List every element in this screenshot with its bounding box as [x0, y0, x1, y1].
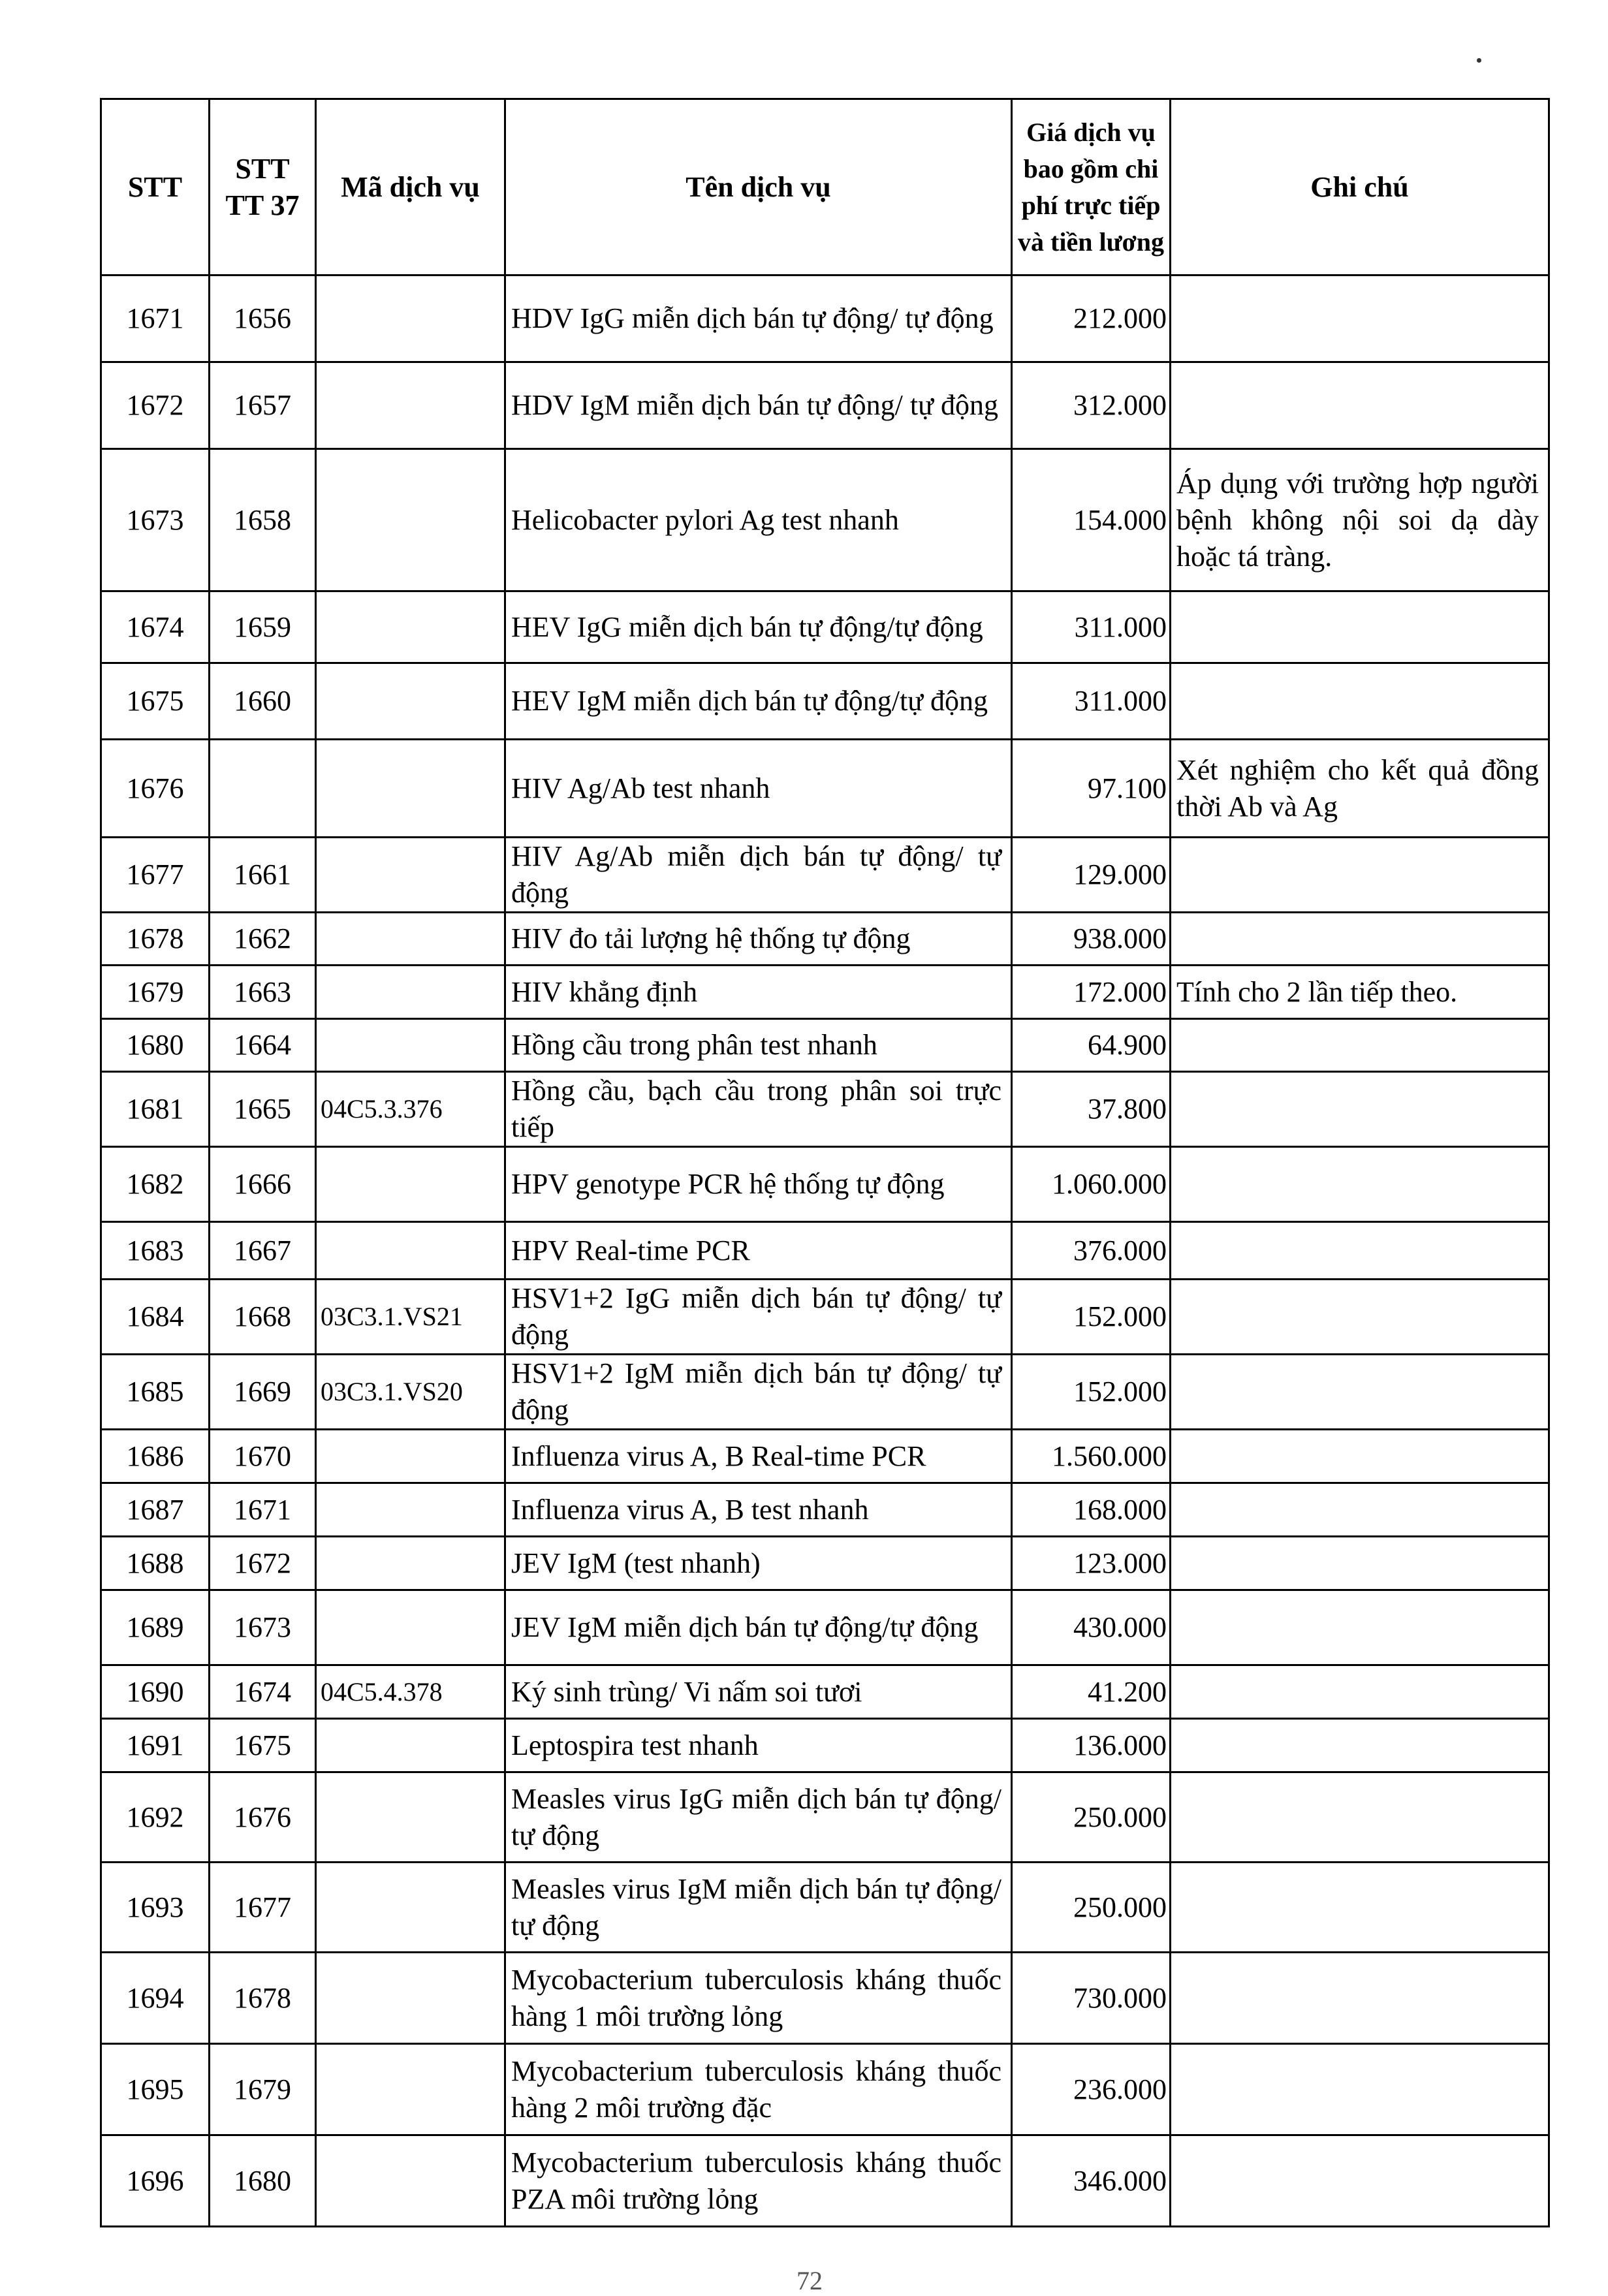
table-row: [101, 275, 1549, 362]
cell-name: HPV genotype PCR hệ thống tự động: [505, 1147, 1012, 1222]
cell-stt-tt37: [210, 740, 316, 838]
cell-stt-tt37: 1676: [210, 1772, 316, 1863]
table-row: [101, 1719, 1549, 1772]
cell-stt: 1691: [101, 1719, 210, 1772]
cell-note: [1171, 1772, 1549, 1863]
cell-note: [1171, 1665, 1549, 1719]
cell-stt-tt37: 1668: [210, 1280, 316, 1355]
table-row: [101, 1665, 1549, 1719]
cell-stt-tt37: 1657: [210, 362, 316, 449]
cell-stt: 1687: [101, 1483, 210, 1537]
table-row: [101, 1147, 1549, 1222]
cell-code: 03C3.1.VS20: [316, 1355, 505, 1430]
cell-stt: 1675: [101, 663, 210, 740]
cell-price: 376.000: [1012, 1222, 1171, 1280]
table-row: [101, 2135, 1549, 2227]
cell-name: HIV Ag/Ab test nhanh: [505, 740, 1012, 838]
cell-code: [316, 1590, 505, 1665]
cell-stt: 1693: [101, 1863, 210, 1953]
cell-price: 346.000: [1012, 2135, 1171, 2227]
cell-stt-tt37: 1663: [210, 966, 316, 1019]
cell-price: 64.900: [1012, 1019, 1171, 1072]
cell-stt: 1690: [101, 1665, 210, 1719]
cell-code: [316, 740, 505, 838]
cell-price: 212.000: [1012, 275, 1171, 362]
cell-stt-tt37: 1659: [210, 591, 316, 663]
cell-note: [1171, 1072, 1549, 1147]
cell-price: 136.000: [1012, 1719, 1171, 1772]
cell-code: [316, 1953, 505, 2044]
cell-code: [316, 966, 505, 1019]
cell-name: HSV1+2 IgM miễn dịch bán tự động/ tự động: [505, 1355, 1012, 1430]
cell-price: 250.000: [1012, 1863, 1171, 1953]
cell-note: [1171, 838, 1549, 913]
cell-price: 97.100: [1012, 740, 1171, 838]
cell-name: Measles virus IgG miễn dịch bán tự động/ tự động: [505, 1772, 1012, 1863]
cell-stt-tt37: 1679: [210, 2044, 316, 2135]
cell-stt-tt37: 1662: [210, 913, 316, 966]
cell-note: [1171, 913, 1549, 966]
cell-code: [316, 1863, 505, 1953]
cell-stt: 1678: [101, 913, 210, 966]
cell-price: 41.200: [1012, 1665, 1171, 1719]
cell-stt-tt37: 1670: [210, 1430, 316, 1483]
cell-note: [1171, 1430, 1549, 1483]
cell-stt-tt37: 1669: [210, 1355, 316, 1430]
table-row: [101, 913, 1549, 966]
header-code: Mã dịch vụ: [316, 99, 505, 275]
cell-stt: 1681: [101, 1072, 210, 1147]
cell-stt: 1685: [101, 1355, 210, 1430]
cell-name: JEV IgM (test nhanh): [505, 1537, 1012, 1590]
cell-stt: 1676: [101, 740, 210, 838]
cell-name: HIV Ag/Ab miễn dịch bán tự động/ tự động: [505, 838, 1012, 913]
cell-price: 168.000: [1012, 1483, 1171, 1537]
cell-note: [1171, 1537, 1549, 1590]
table-body: [101, 275, 1549, 2227]
cell-stt: 1686: [101, 1430, 210, 1483]
cell-note: [1171, 1280, 1549, 1355]
cell-price: 311.000: [1012, 663, 1171, 740]
cell-name: HSV1+2 IgG miễn dịch bán tự động/ tự động: [505, 1280, 1012, 1355]
cell-code: 04C5.4.378: [316, 1665, 505, 1719]
cell-price: 129.000: [1012, 838, 1171, 913]
cell-price: 154.000: [1012, 449, 1171, 591]
cell-name: Measles virus IgM miễn dịch bán tự động/ tự động: [505, 1863, 1012, 1953]
cell-name: HEV IgM miễn dịch bán tự động/tự động: [505, 663, 1012, 740]
cell-note: [1171, 1019, 1549, 1072]
cell-name: HDV IgM miễn dịch bán tự động/ tự động: [505, 362, 1012, 449]
cell-stt: 1682: [101, 1147, 210, 1222]
header-name: Tên dịch vụ: [505, 99, 1012, 275]
cell-code: [316, 1719, 505, 1772]
cell-note: Xét nghiệm cho kết quả đồng thời Ab và Ag: [1171, 740, 1549, 838]
table-row: [101, 1222, 1549, 1280]
cell-stt: 1692: [101, 1772, 210, 1863]
table-row: [101, 838, 1549, 913]
cell-code: [316, 1147, 505, 1222]
cell-name: Helicobacter pylori Ag test nhanh: [505, 449, 1012, 591]
cell-name: Influenza virus A, B test nhanh: [505, 1483, 1012, 1537]
cell-price: 730.000: [1012, 1953, 1171, 2044]
table-row: [101, 1430, 1549, 1483]
cell-note: [1171, 1953, 1549, 2044]
table-row: [101, 1537, 1549, 1590]
cell-name: JEV IgM miễn dịch bán tự động/tự động: [505, 1590, 1012, 1665]
cell-code: 04C5.3.376: [316, 1072, 505, 1147]
cell-name: Influenza virus A, B Real-time PCR: [505, 1430, 1012, 1483]
table-row: [101, 740, 1549, 838]
cell-name: HIV đo tải lượng hệ thống tự động: [505, 913, 1012, 966]
cell-price: 1.560.000: [1012, 1430, 1171, 1483]
cell-name: Ký sinh trùng/ Vi nấm soi tươi: [505, 1665, 1012, 1719]
cell-name: Hồng cầu, bạch cầu trong phân soi trực tiếp: [505, 1072, 1012, 1147]
cell-code: [316, 2135, 505, 2227]
cell-stt-tt37: 1665: [210, 1072, 316, 1147]
cell-price: 430.000: [1012, 1590, 1171, 1665]
cell-stt: 1680: [101, 1019, 210, 1072]
cell-code: [316, 1772, 505, 1863]
cell-stt: 1677: [101, 838, 210, 913]
cell-note: Tính cho 2 lần tiếp theo.: [1171, 966, 1549, 1019]
cell-code: [316, 838, 505, 913]
header-note: Ghi chú: [1171, 99, 1549, 275]
table-row: [101, 362, 1549, 449]
cell-code: [316, 1430, 505, 1483]
cell-stt: 1688: [101, 1537, 210, 1590]
cell-code: [316, 1222, 505, 1280]
cell-note: [1171, 2044, 1549, 2135]
cell-note: [1171, 1483, 1549, 1537]
table-row: [101, 1772, 1549, 1863]
cell-code: [316, 1019, 505, 1072]
cell-stt-tt37: 1666: [210, 1147, 316, 1222]
cell-code: [316, 362, 505, 449]
cell-stt: 1673: [101, 449, 210, 591]
cell-note: [1171, 1719, 1549, 1772]
table-row: [101, 966, 1549, 1019]
cell-stt-tt37: 1672: [210, 1537, 316, 1590]
cell-note: [1171, 1222, 1549, 1280]
cell-stt-tt37: 1677: [210, 1863, 316, 1953]
cell-stt: 1696: [101, 2135, 210, 2227]
cell-note: [1171, 2135, 1549, 2227]
cell-code: [316, 1483, 505, 1537]
cell-stt: 1689: [101, 1590, 210, 1665]
cell-stt: 1671: [101, 275, 210, 362]
cell-price: 1.060.000: [1012, 1147, 1171, 1222]
cell-name: Mycobacterium tuberculosis kháng thuốc hàng 1 môi trường lỏng: [505, 1953, 1012, 2044]
table-row: [101, 1355, 1549, 1430]
scan-speck: [1477, 58, 1481, 63]
table-row: [101, 2044, 1549, 2135]
cell-code: 03C3.1.VS21: [316, 1280, 505, 1355]
cell-code: [316, 2044, 505, 2135]
table-row: [101, 1953, 1549, 2044]
cell-price: 250.000: [1012, 1772, 1171, 1863]
cell-note: [1171, 1355, 1549, 1430]
cell-stt-tt37: 1661: [210, 838, 316, 913]
cell-price: 152.000: [1012, 1280, 1171, 1355]
cell-stt: 1679: [101, 966, 210, 1019]
cell-price: 236.000: [1012, 2044, 1171, 2135]
cell-name: HIV khẳng định: [505, 966, 1012, 1019]
table-header-row: [101, 99, 1549, 275]
cell-stt: 1672: [101, 362, 210, 449]
cell-note: [1171, 591, 1549, 663]
cell-note: [1171, 362, 1549, 449]
cell-stt-tt37: 1680: [210, 2135, 316, 2227]
cell-code: [316, 913, 505, 966]
cell-stt-tt37: 1660: [210, 663, 316, 740]
cell-note: [1171, 1863, 1549, 1953]
table-row: [101, 449, 1549, 591]
table-row: [101, 1019, 1549, 1072]
cell-price: 938.000: [1012, 913, 1171, 966]
cell-price: 172.000: [1012, 966, 1171, 1019]
cell-name: HDV IgG miễn dịch bán tự động/ tự động: [505, 275, 1012, 362]
cell-note: [1171, 1147, 1549, 1222]
header-price: Giá dịch vụ bao gồm chi phí trực tiếp và tiền lương: [1012, 99, 1171, 275]
cell-name: HPV Real-time PCR: [505, 1222, 1012, 1280]
cell-stt-tt37: 1674: [210, 1665, 316, 1719]
cell-stt-tt37: 1667: [210, 1222, 316, 1280]
table-row: [101, 1863, 1549, 1953]
table-row: [101, 663, 1549, 740]
cell-note: [1171, 663, 1549, 740]
cell-stt: 1695: [101, 2044, 210, 2135]
table-row: [101, 591, 1549, 663]
cell-stt-tt37: 1673: [210, 1590, 316, 1665]
cell-stt-tt37: 1658: [210, 449, 316, 591]
cell-stt-tt37: 1675: [210, 1719, 316, 1772]
cell-note: Áp dụng với trường hợp người bệnh không nội soi dạ dày hoặc tá tràng.: [1171, 449, 1549, 591]
cell-stt: 1684: [101, 1280, 210, 1355]
cell-name: Mycobacterium tuberculosis kháng thuốc PZA môi trường lỏng: [505, 2135, 1012, 2227]
cell-stt-tt37: 1664: [210, 1019, 316, 1072]
table-row: [101, 1280, 1549, 1355]
cell-price: 152.000: [1012, 1355, 1171, 1430]
cell-stt: 1674: [101, 591, 210, 663]
page-number: 72: [796, 2266, 823, 2295]
cell-price: 311.000: [1012, 591, 1171, 663]
cell-code: [316, 275, 505, 362]
cell-price: 312.000: [1012, 362, 1171, 449]
cell-code: [316, 663, 505, 740]
cell-note: [1171, 1590, 1549, 1665]
table-row: [101, 1483, 1549, 1537]
table-row: [101, 1590, 1549, 1665]
cell-note: [1171, 275, 1549, 362]
table-row: [101, 1072, 1549, 1147]
cell-stt-tt37: 1678: [210, 1953, 316, 2044]
cell-code: [316, 591, 505, 663]
cell-name: Leptospira test nhanh: [505, 1719, 1012, 1772]
cell-stt: 1683: [101, 1222, 210, 1280]
cell-price: 123.000: [1012, 1537, 1171, 1590]
cell-name: Hồng cầu trong phân test nhanh: [505, 1019, 1012, 1072]
cell-name: Mycobacterium tuberculosis kháng thuốc hàng 2 môi trường đặc: [505, 2044, 1012, 2135]
cell-code: [316, 1537, 505, 1590]
header-stt: STT: [101, 99, 210, 275]
cell-stt-tt37: 1656: [210, 275, 316, 362]
cell-stt-tt37: 1671: [210, 1483, 316, 1537]
cell-price: 37.800: [1012, 1072, 1171, 1147]
service-price-table: [100, 98, 1550, 2227]
header-stt-tt37: STT TT 37: [210, 99, 316, 275]
cell-code: [316, 449, 505, 591]
cell-name: HEV IgG miễn dịch bán tự động/tự động: [505, 591, 1012, 663]
cell-stt: 1694: [101, 1953, 210, 2044]
